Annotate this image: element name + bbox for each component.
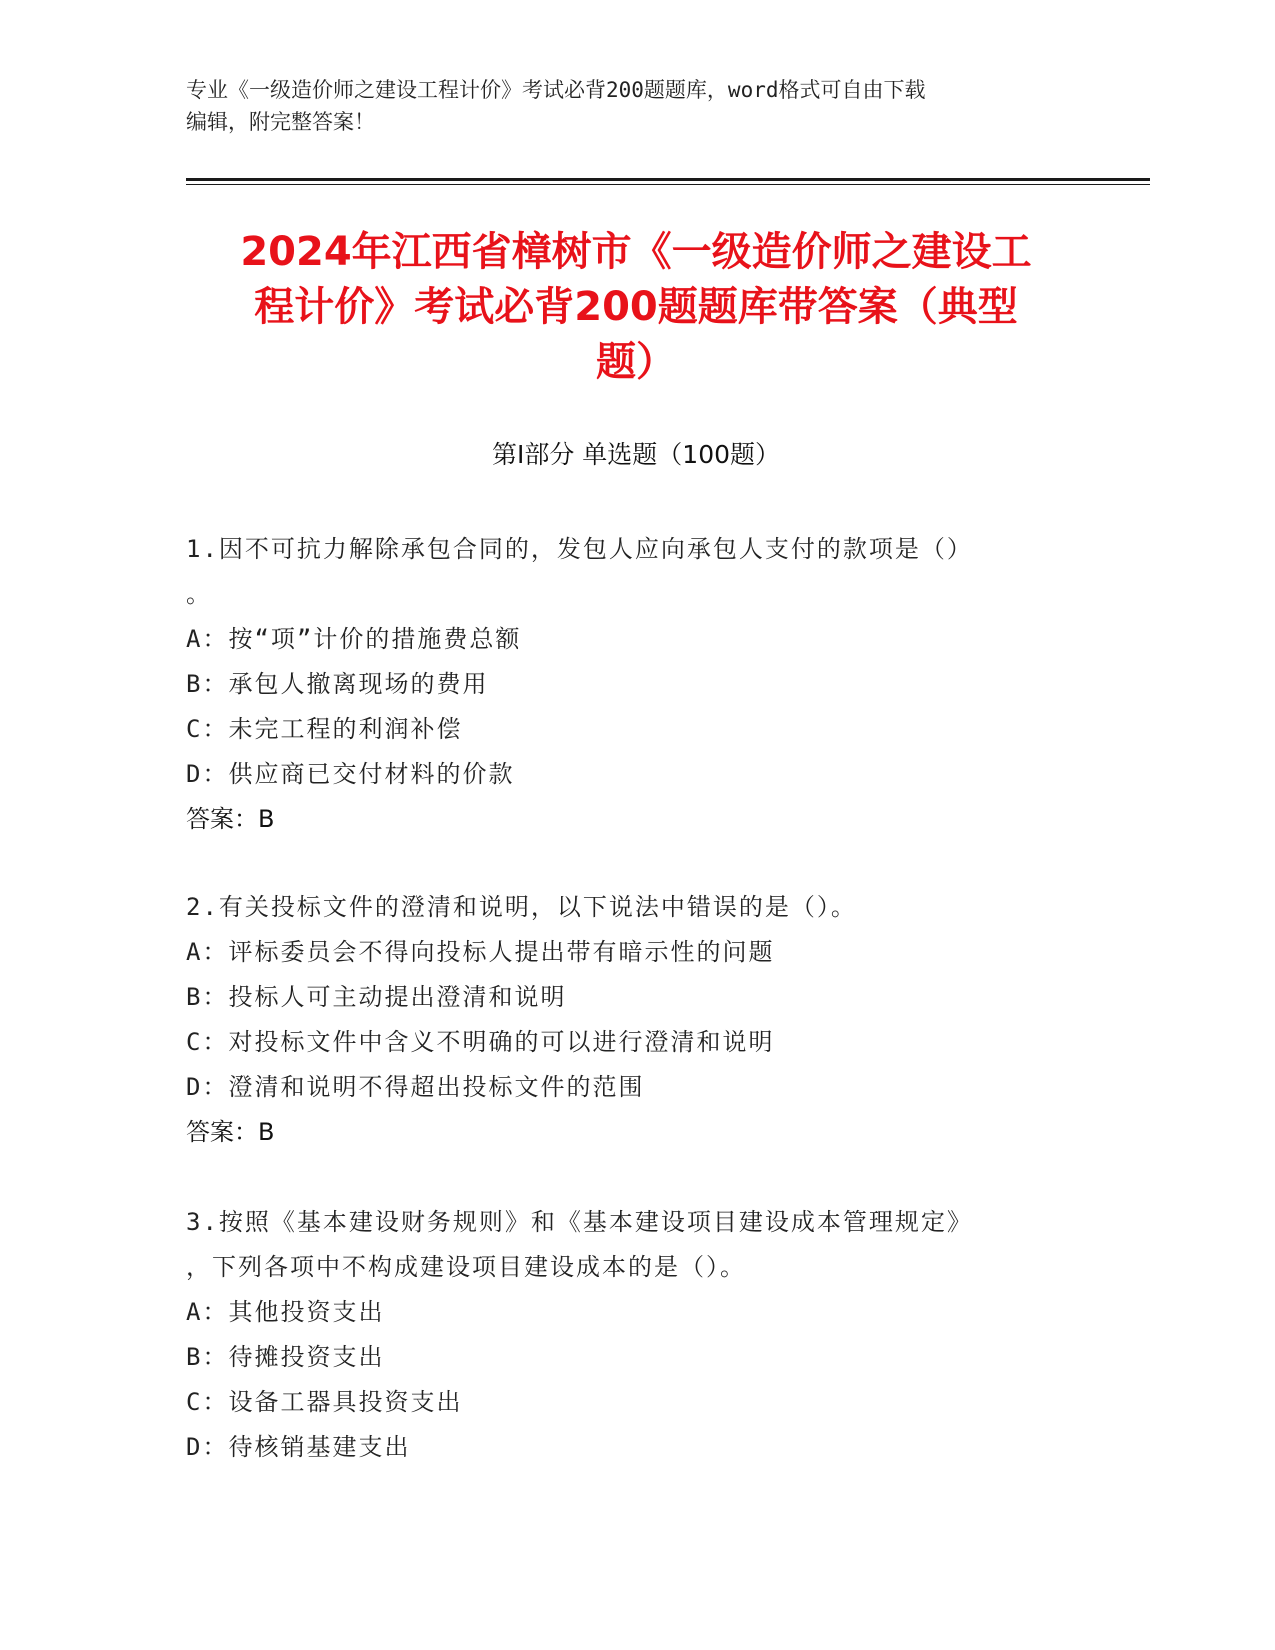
question-stem-line: ，下列各项中不构成建设项目建设成本的是（）。: [186, 1253, 746, 1281]
document-title-line-1: 2024年江西省樟树市《一级造价师之建设工: [240, 229, 1032, 275]
option-d: D：澄清和说明不得超出投标文件的范围: [186, 1073, 645, 1101]
document-title-line-3: 题）: [596, 339, 676, 385]
option-b: B：承包人撤离现场的费用: [186, 670, 489, 698]
option-d: D：待核销基建支出: [186, 1433, 411, 1461]
document-title-line-2: 程计价》考试必背200题题库带答案（典型: [254, 284, 1018, 330]
header-divider-thick: [186, 178, 1150, 181]
question-stem-line: 1.因不可抗力解除承包合同的，发包人应向承包人支付的款项是（）: [186, 535, 973, 563]
question-stem-line: 3.按照《基本建设财务规则》和《基本建设项目建设成本管理规定》: [186, 1208, 973, 1236]
option-a: A：其他投资支出: [186, 1298, 385, 1326]
header-note-line-2: 编辑，附完整答案！: [186, 110, 375, 134]
section-title: 第Ⅰ部分 单选题（100题）: [491, 440, 781, 469]
option-b: B：待摊投资支出: [186, 1343, 385, 1371]
option-b: B：投标人可主动提出澄清和说明: [186, 983, 567, 1011]
question-2: [186, 885, 1086, 1155]
question-stem-line: 2.有关投标文件的澄清和说明，以下说法中错误的是（）。: [186, 893, 857, 921]
document-title: [186, 225, 1086, 390]
question-stem-line: 。: [186, 580, 212, 608]
header-note: [186, 74, 1086, 138]
option-c: C：对投标文件中含义不明确的可以进行澄清和说明: [186, 1028, 775, 1056]
option-a: A：评标委员会不得向投标人提出带有暗示性的问题: [186, 938, 775, 966]
header-note-line-1: 专业《一级造价师之建设工程计价》考试必背200题题库，word格式可自由下载: [186, 78, 926, 102]
answer: 答案：B: [186, 805, 275, 833]
option-c: C：设备工器具投资支出: [186, 1388, 463, 1416]
option-d: D：供应商已交付材料的价款: [186, 760, 515, 788]
question-3: [186, 1200, 1086, 1470]
option-c: C：未完工程的利润补偿: [186, 715, 463, 743]
header-divider-thin: [186, 184, 1150, 185]
question-1: [186, 527, 1086, 842]
option-a: A：按“项”计价的措施费总额: [186, 625, 522, 653]
answer: 答案：B: [186, 1118, 275, 1146]
